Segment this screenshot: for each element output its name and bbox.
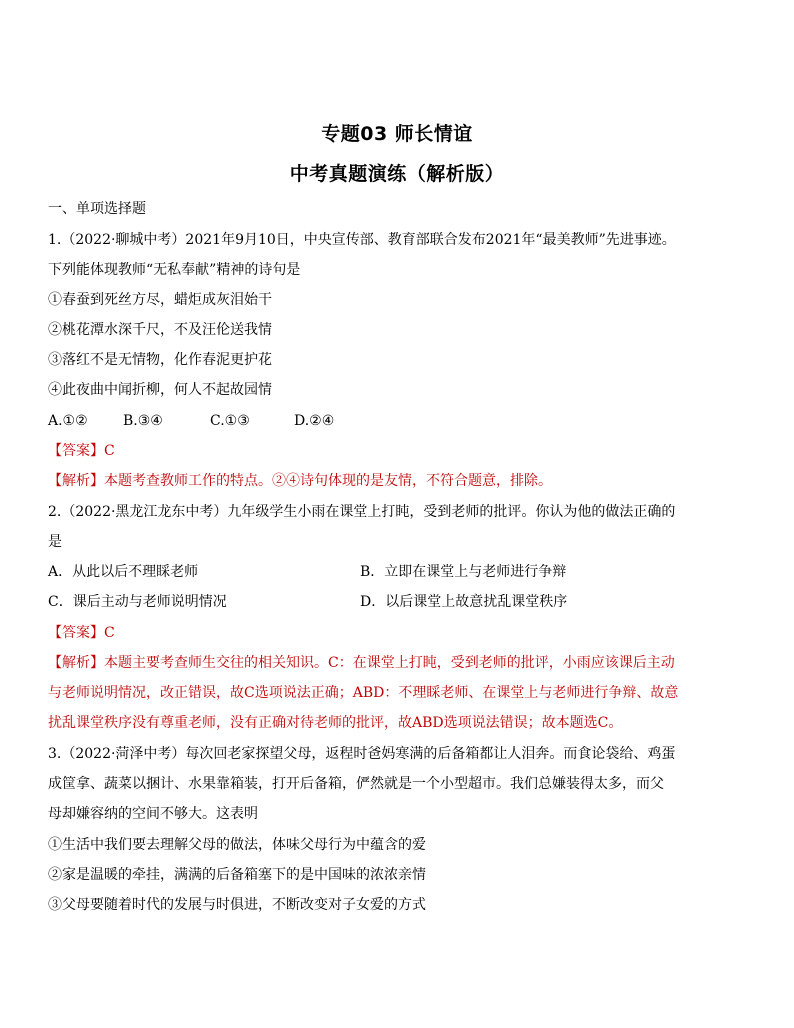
q1-item-3: ③落红不是无情物，化作春泥更护花 bbox=[48, 352, 272, 368]
q3-stem-line3: 母却嫌容纳的空间不够大。这表明 bbox=[48, 806, 258, 822]
q2-analysis-line1: 【解析】本题主要考查师生交往的相关知识。C：在课堂上打盹，受到老师的批评，小雨应该课后主动 bbox=[48, 655, 675, 671]
q2-answer: 【答案】C bbox=[48, 625, 115, 641]
q1-answer: 【答案】C bbox=[48, 443, 115, 459]
q2-stem-line1: 2.（2022·黑龙江龙东中考）九年级学生小雨在课堂上打盹，受到老师的批评。你认为他的做法正确的 bbox=[48, 504, 676, 520]
q3-item-3: ③父母要随着时代的发展与时俱进，不断改变对子女爱的方式 bbox=[48, 897, 426, 913]
q1-stem-line2: 下列能体现教师“无私奉献”精神的诗句是 bbox=[48, 262, 301, 278]
q2-option-d: D．以后课堂上故意扰乱课堂秩序 bbox=[360, 594, 568, 610]
q1-option-b: B.③④ bbox=[123, 413, 163, 429]
q3-item-1: ①生活中我们要去理解父母的做法，体味父母行为中蕴含的爱 bbox=[48, 837, 426, 853]
q1-analysis: 【解析】本题考查教师工作的特点。②④诗句体现的是友情，不符合题意，排除。 bbox=[48, 473, 552, 489]
q1-option-a: A.①② bbox=[48, 413, 88, 429]
document-title: 专题03 师长情谊 bbox=[321, 123, 473, 145]
q1-option-d: D.②④ bbox=[294, 413, 335, 429]
section-heading: 一、单项选择题 bbox=[48, 201, 146, 217]
q1-option-c: C.①③ bbox=[210, 413, 250, 429]
q3-item-2: ②家是温暖的牵挂，满满的后备箱塞下的是中国味的浓浓亲情 bbox=[48, 867, 426, 883]
q2-option-b: B．立即在课堂上与老师进行争辩 bbox=[360, 564, 567, 580]
q2-analysis-line3: 扰乱课堂秩序没有尊重老师，没有正确对待老师的批评，故ABD选项说法错误；故本题选C。 bbox=[48, 715, 623, 731]
q1-item-1: ①春蚕到死丝方尽，蜡炬成灰泪始干 bbox=[48, 292, 272, 308]
q1-item-4: ④此夜曲中闻折柳，何人不起故园情 bbox=[48, 382, 272, 398]
q3-stem-line2: 成筐拿、蔬菜以捆计、水果靠箱装，打开后备箱，俨然就是一个小型超市。我们总嫌装得太多，而父 bbox=[48, 776, 664, 792]
q1-stem-line1: 1.（2022·聊城中考）2021年9月10日，中央宣传部、教育部联合发布2021年“最美教师”先进事迹。 bbox=[48, 232, 676, 248]
q2-option-a: A．从此以后不理睬老师 bbox=[48, 564, 199, 580]
q2-option-c: C．课后主动与老师说明情况 bbox=[48, 594, 227, 610]
q2-analysis-line2: 与老师说明情况，改正错误，故C选项说法正确；ABD：不理睬老师、在课堂上与老师进行争辩、故意 bbox=[48, 685, 679, 701]
q2-stem-line2: 是 bbox=[48, 534, 62, 550]
q1-item-2: ②桃花潭水深千尺，不及汪伦送我情 bbox=[48, 322, 272, 338]
document-subtitle: 中考真题演练（解析版） bbox=[289, 163, 505, 185]
q3-stem-line1: 3.（2022·菏泽中考）每次回老家探望父母，返程时爸妈寒满的后备箱都让人泪奔。而食论袋给、鸡蛋 bbox=[48, 746, 676, 762]
